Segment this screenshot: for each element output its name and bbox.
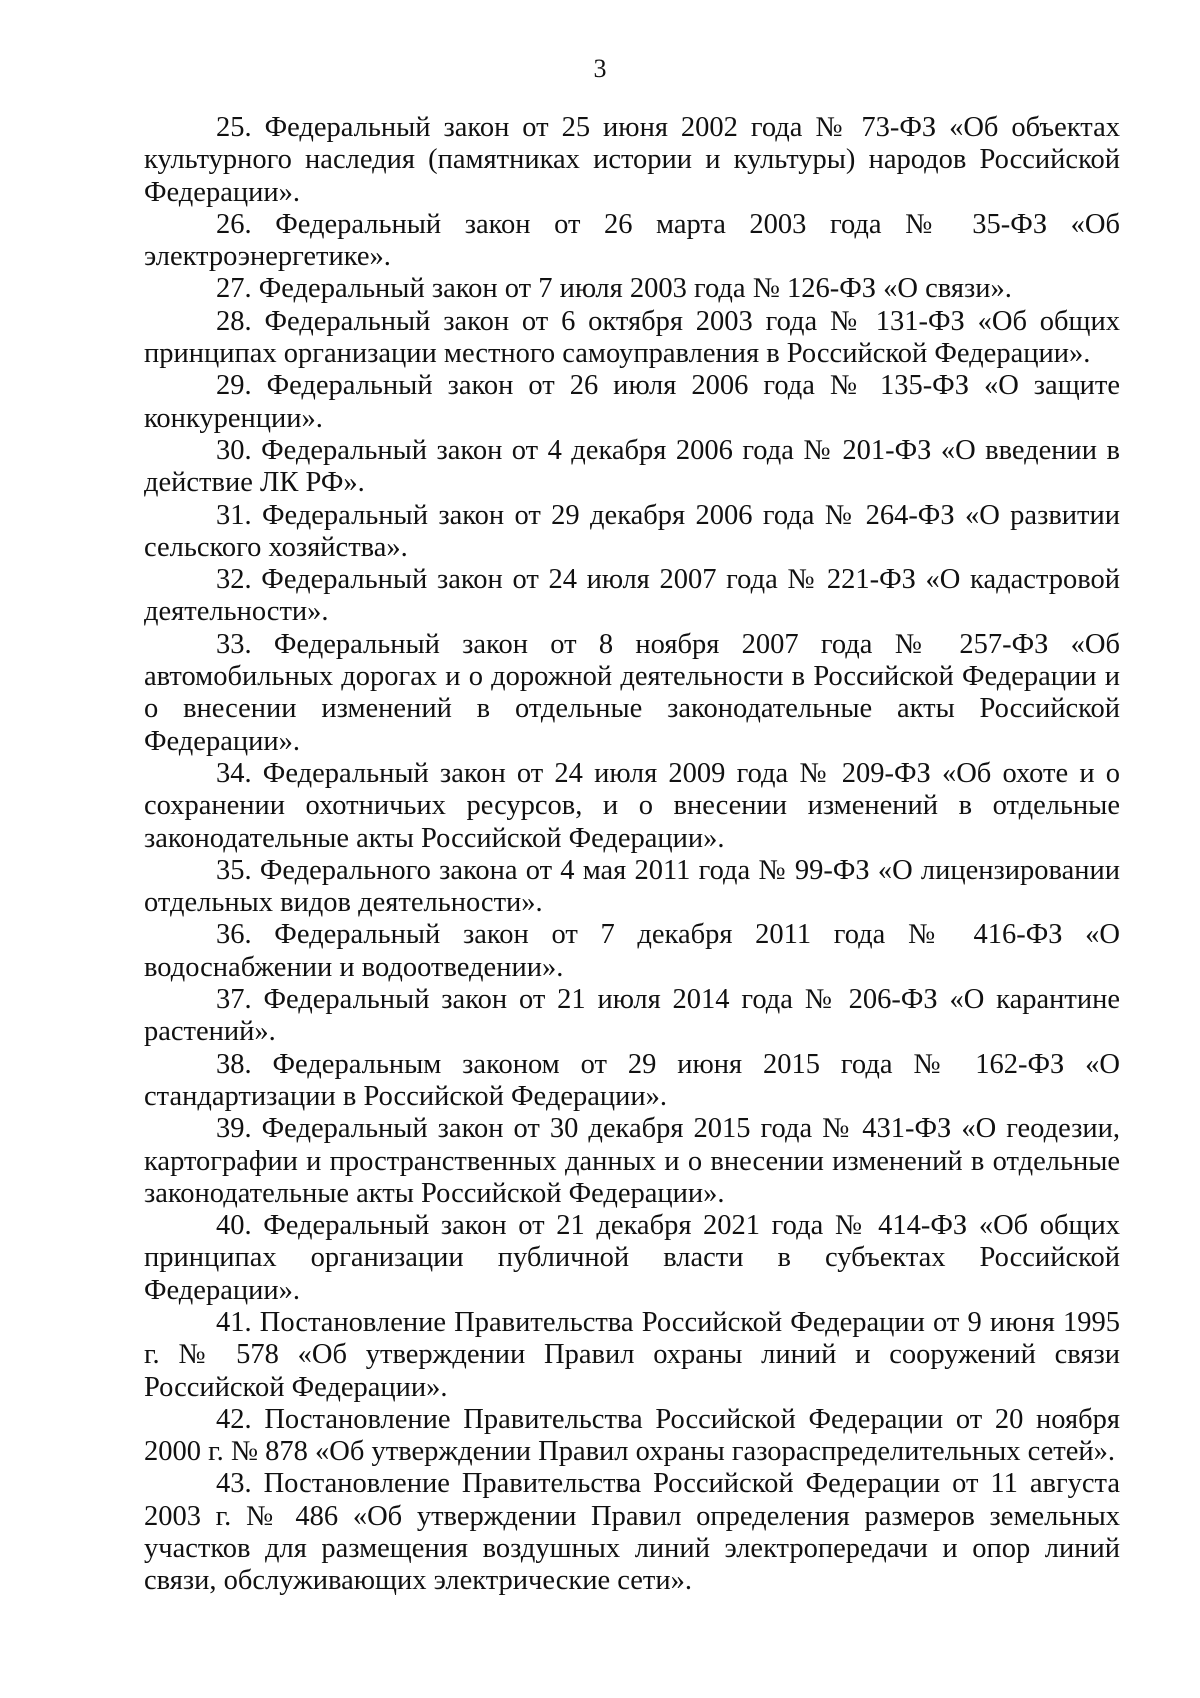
list-item: 30. Федеральный закон от 4 декабря 2006 года № 201-ФЗ «О введении в действие ЛК РФ». [144,434,1120,499]
list-item: 32. Федеральный закон от 24 июля 2007 года № 221-ФЗ «О кадастровой деятельности». [144,564,1120,628]
list-item: 35. Федерального закона от 4 мая 2011 года № 99-ФЗ «О лицензировании отдельных видов деятельности». [144,854,1120,919]
list-item: 41. Постановление Правительства Российской Федерации от 9 июня 1995 г. № 578 «Об утверждении Правил охраны линий и сооружений связи Российской Федерации». [144,1306,1120,1403]
list-item: 31. Федеральный закон от 29 декабря 2006 года № 264-ФЗ «О развитии сельского хозяйства». [144,499,1120,563]
list-item: 40. Федеральный закон от 21 декабря 2021 года № 414-ФЗ «Об общих принципах организации публичной власти в субъектах Российской Федерации». [144,1210,1120,1306]
list-item: 42. Постановление Правительства Российской Федерации от 20 ноября 2000 г. № 878 «Об утверждении Правил охраны газораспределительных сетей». [144,1403,1120,1468]
list-item: 27. Федеральный закон от 7 июля 2003 года № 126-ФЗ «О связи». [216,273,1012,305]
list-item: 39. Федеральный закон от 30 декабря 2015 года № 431-ФЗ «О геодезии, картографии и пространственных данных и о внесении изменений в отдельные законодательные акты Российской Федерации». [144,1113,1120,1209]
list-item: 25. Федеральный закон от 25 июня 2002 года № 73-ФЗ «Об объектах культурного наследия (памятниках истории и культуры) народов Российской Федерации». [144,112,1120,208]
list-item: 43. Постановление Правительства Российской Федерации от 11 августа 2003 г. № 486 «Об утверждении Правил определения размеров земельных участков для размещения воздушных линий электропередачи и опор линий связи, обслуживающих электрические сети». [144,1468,1120,1597]
document-body [144,112,1120,1598]
list-item: 33. Федеральный закон от 8 ноября 2007 года № 257-ФЗ «Об автомобильных дорогах и о дорожной деятельности в Российской Федерации и о внесении изменений в отдельные законодательные акты Российской Федерации». [144,628,1120,757]
list-item: 37. Федеральный закон от 21 июля 2014 года № 206-ФЗ «О карантине растений». [144,984,1120,1048]
list-item: 36. Федеральный закон от 7 декабря 2011 года № 416-ФЗ «О водоснабжении и водоотведении». [144,919,1120,983]
list-item: 38. Федеральным законом от 29 июня 2015 года № 162-ФЗ «О стандартизации в Российской Федерации». [144,1048,1120,1112]
list-item: 34. Федеральный закон от 24 июля 2009 года № 209-ФЗ «Об охоте и о сохранении охотничьих ресурсов, и о внесении изменений в отдельные законодательные акты Российской Федерации». [144,757,1120,854]
list-item: 26. Федеральный закон от 26 марта 2003 года № 35-ФЗ «Об электроэнергетике». [144,208,1120,273]
list-item: 29. Федеральный закон от 26 июля 2006 года № 135-ФЗ «О защите конкуренции». [144,370,1120,434]
page-number: 3 [593,54,607,83]
list-item: 28. Федеральный закон от 6 октября 2003 года № 131-ФЗ «Об общих принципах организации местного самоуправления в Российской Федерации». [144,305,1120,370]
